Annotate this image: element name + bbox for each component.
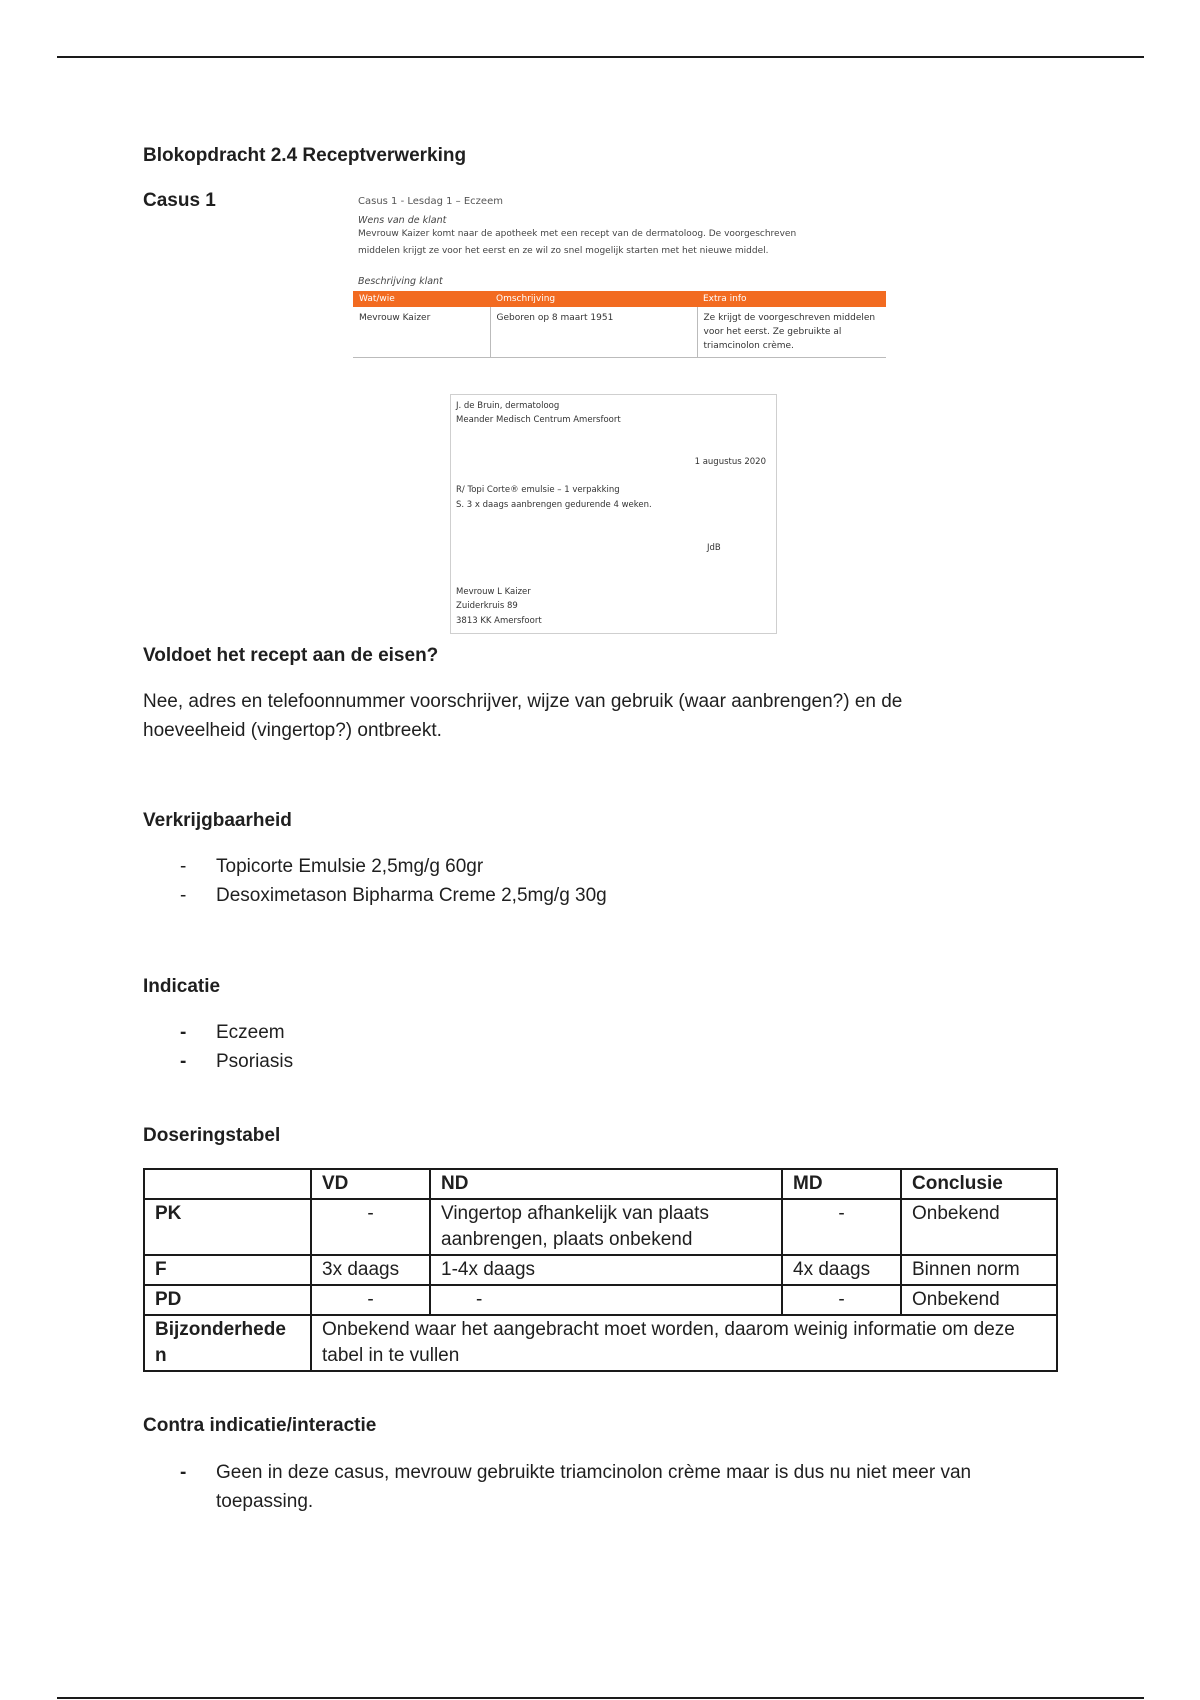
client-cell: Ze krijgt de voorgeschreven middelen voor het eerst. Ze gebruikte al triamcinolon crème. xyxy=(697,307,886,358)
table-row: PD - - - Onbekend xyxy=(144,1285,1057,1315)
wish-text-1: Mevrouw Kaizer komt naar de apotheek met een recept van de dermatoloog. De voorgeschreven xyxy=(358,229,797,239)
patient-street: Zuiderkruis 89 xyxy=(456,601,518,611)
special-text: Onbekend waar het aangebracht moet worden, daarom weinig informatie om deze tabel in te vullen xyxy=(311,1315,1057,1371)
client-table xyxy=(353,291,886,358)
table-header: VD xyxy=(311,1169,430,1199)
prescription-s-line: S. 3 x daags aanbrengen gedurende 4 weken. xyxy=(456,500,652,510)
table-header: Conclusie xyxy=(901,1169,1057,1199)
header-rule xyxy=(57,56,1144,58)
prescription-image xyxy=(450,394,777,634)
wish-label: Wens van de klant xyxy=(358,215,447,226)
client-header: Extra info xyxy=(697,291,886,307)
availability-list xyxy=(143,852,607,910)
client-cell: Geboren op 8 maart 1951 xyxy=(490,307,697,358)
table-row: F 3x daags 1-4x daags 4x daags Binnen norm xyxy=(144,1255,1057,1285)
table-row xyxy=(144,1315,1057,1371)
hospital: Meander Medisch Centrum Amersfoort xyxy=(456,415,621,425)
special-label-1: Bijzonderhede xyxy=(155,1319,286,1340)
table-header: MD xyxy=(782,1169,901,1199)
page-title: Blokopdracht 2.4 Receptverwerking xyxy=(143,145,467,166)
list-item: - Psoriasis xyxy=(180,1051,294,1072)
table-header: ND xyxy=(430,1169,782,1199)
list-item: - Eczeem xyxy=(180,1022,285,1043)
table-row: PK - Vingertop afhankelijk van plaats aanbrengen, plaats onbekend - Onbekend xyxy=(144,1199,1057,1255)
prescription-r-line: R/ Topi Corte® emulsie – 1 verpakking xyxy=(456,485,620,495)
prescription-date: 1 augustus 2020 xyxy=(694,457,766,467)
list-item: - Geen in deze casus, mevrouw gebruikte triamcinolon crème maar is dus nu niet meer van toepassing. xyxy=(180,1462,972,1512)
case-image xyxy=(353,196,893,358)
list-item: - Desoximetason Bipharma Creme 2,5mg/g 30g xyxy=(180,885,607,906)
client-cell: Mevrouw Kaizer xyxy=(353,307,490,358)
availability-heading: Verkrijgbaarheid xyxy=(143,810,292,831)
signature: JdB xyxy=(707,543,721,553)
client-label: Beschrijving klant xyxy=(358,276,443,287)
contra-heading: Contra indicatie/interactie xyxy=(143,1415,377,1436)
case-heading: Casus 1 - Lesdag 1 – Eczeem xyxy=(358,196,503,207)
wish-text-2: middelen krijgt ze voor het eerst en ze wil zo snel mogelijk starten met het nieuwe middel. xyxy=(358,246,769,256)
special-label-2: n xyxy=(155,1345,167,1366)
prescriber: J. de Bruin, dermatoloog xyxy=(456,401,560,411)
client-header: Omschrijving xyxy=(490,291,697,307)
list-item: - Topicorte Emulsie 2,5mg/g 60gr xyxy=(180,856,484,877)
table-header xyxy=(144,1169,311,1199)
patient-city: 3813 KK Amersfoort xyxy=(456,616,542,626)
client-header: Wat/wie xyxy=(353,291,490,307)
indication-heading: Indicatie xyxy=(143,976,221,997)
requirements-answer: Nee, adres en telefoonnummer voorschrijver, wijze van gebruik (waar aanbrengen?) en de hoeveelheid (vingertop?) ontbreekt. xyxy=(143,691,903,741)
requirements-question: Voldoet het recept aan de eisen? xyxy=(143,645,439,666)
indication-list xyxy=(143,1018,293,1076)
footer-rule xyxy=(57,1697,1144,1699)
contra-list xyxy=(143,1458,1023,1516)
patient-name: Mevrouw L Kaizer xyxy=(456,587,531,597)
dosage-heading: Doseringstabel xyxy=(143,1125,281,1146)
dosage-table xyxy=(143,1168,1058,1372)
case-label: Casus 1 xyxy=(143,190,216,211)
